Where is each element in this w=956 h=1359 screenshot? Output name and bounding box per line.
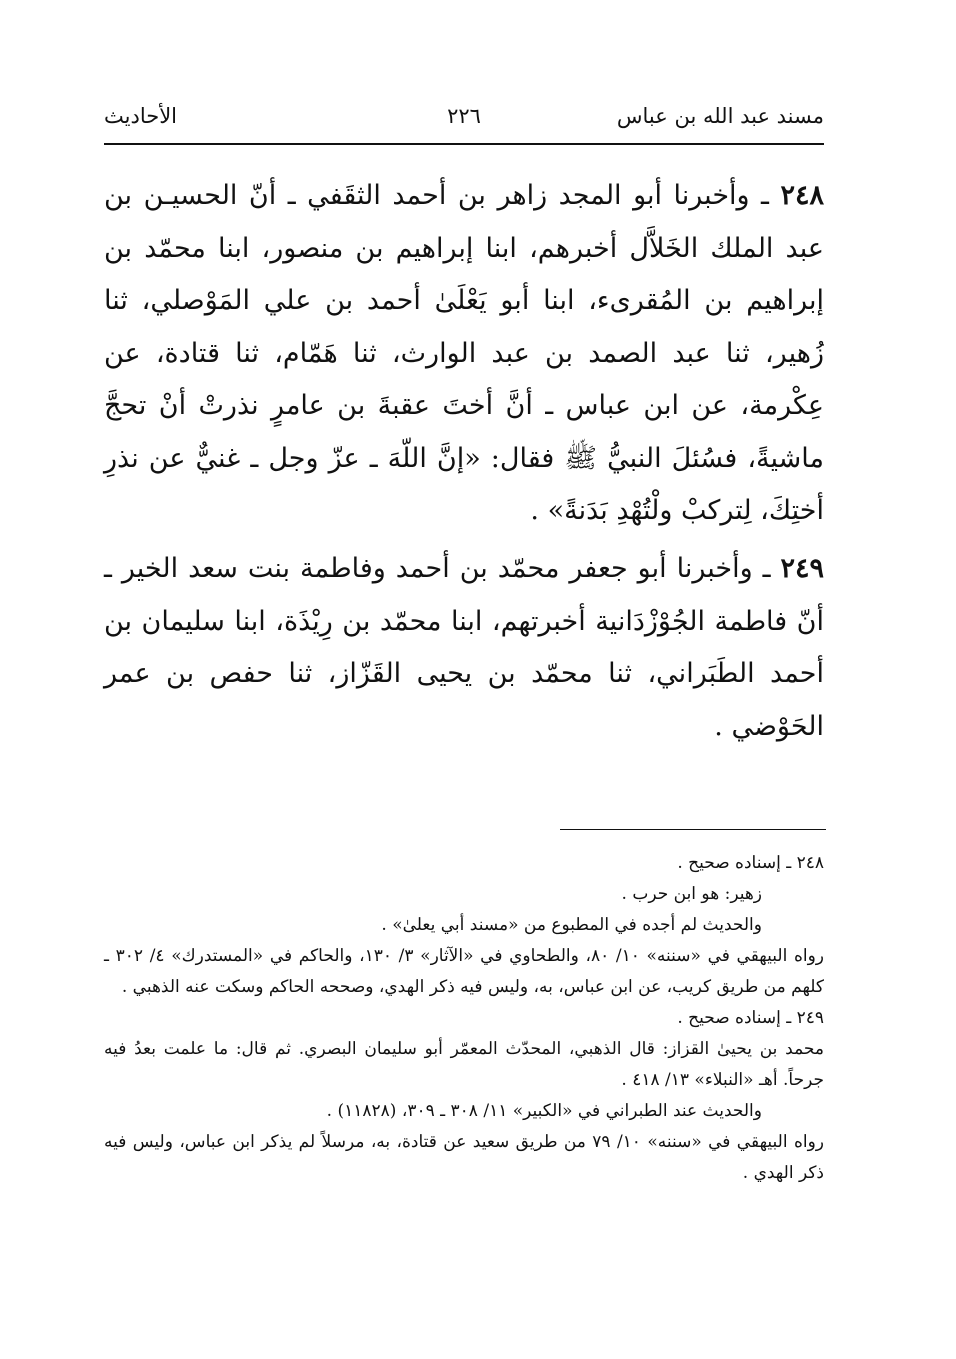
footnote-249-head: ٢٤٩ ـ إسناده صحيح . bbox=[677, 1008, 824, 1028]
footnote-249-line: رواه البيهقي في «سننه» ١٠/ ٧٩ من طريق سعيد عن قتادة، به، مرسلاً لم يذكر ابن عباس، وليس فيه ذكر الهدي . bbox=[104, 1132, 824, 1183]
section-title: الأحاديث bbox=[104, 104, 178, 128]
footnote-248-head: ٢٤٨ ـ إسناده صحيح . bbox=[677, 853, 824, 873]
hadith-text: ـ وأخبرنا أبو المجد زاهر بن أحمد الثقَفي ـ أنّ الحسيـن بن عبد الملك الخَلاَّل أخبرهم، ابنا إبراهيم بن منصور، ابنا محمّد بن إبراهيم بن المُقرىء، ابنا أبو يَعْلَىٰ أحمد بن علي المَوْصلي، ثنا زُهير، ثنا عبد الصمد بن عبد الوارث، ثنا هَمّام، ثنا قتادة، عن عِكْرمة، عن ابن عباس ـ أنَّ أختَ عقبةَ بن عامرٍ نذرتْ أنْ تحجَّ ماشيةً، فسُئلَ النبيُّ ﷺ فقال: «إنَّ اللّهَ ـ عزّ وجل ـ غنيٌّ عن نذرِ أختِكَ، لِتركبْ ولْتُهْدِ بَدَنةً» . bbox=[104, 180, 824, 526]
hadith-248-paragraph bbox=[104, 170, 824, 538]
footnote-248-line: زهير: هو ابن حرب . bbox=[621, 884, 762, 904]
footnote-separator bbox=[560, 829, 826, 830]
hadith-249-paragraph bbox=[104, 543, 824, 753]
book-title: مسند عبد الله بن عباس bbox=[616, 104, 824, 128]
footnote-248-line: رواه البيهقي في «سننه» ١٠/ ٨٠، والطحاوي في «الآثار» ٣/ ١٣٠، والحاكم في «المستدرك» ٤/ ٣٠٢ ـ كلهم من طريق كريب، عن ابن عباس، به، وليس فيه ذكر الهدي، وصححه الحاكم وسكت عنه الذهبي . bbox=[104, 946, 824, 997]
running-header bbox=[104, 104, 824, 134]
hadith-249 bbox=[104, 543, 824, 753]
hadith-text: ـ وأخبرنا أبو جعفر محمّد بن أحمد وفاطمة بنت سعد الخير ـ أنّ فاطمة الجُوْزْدَانية أخبرتهم، ابنا محمّد بن رِيْذَة، ابنا سليمان بن أحمد الطَبَراني، ثنا محمّد بن يحيى القَزّاز، ثنا حفص بن عمر الحَوْضي . bbox=[104, 553, 824, 742]
footnotes bbox=[104, 848, 824, 1189]
footnote-249-line: محمد بن يحيىٰ القزاز: قال الذهبي، المحدّث المعمّر أبو سليمان البصري. ثم قال: ما علمت بعدُ فيه جرحاً. أهـ «النبلاء» ١٣/ ٤١٨ . bbox=[104, 1039, 824, 1090]
footnote-248-line: والحديث لم أجده في المطبوع من «مسند أبي يعلىٰ» . bbox=[381, 915, 762, 935]
footnote-249-line: والحديث عند الطبراني في «الكبير» ١١/ ٣٠٨ ـ ٣٠٩، (١١٨٢٨) . bbox=[326, 1101, 762, 1121]
hadith-248 bbox=[104, 170, 824, 538]
header-rule bbox=[104, 143, 824, 145]
hadith-number: ٢٤٩ bbox=[780, 553, 824, 584]
hadith-number: ٢٤٨ bbox=[780, 180, 824, 211]
page-number: ٢٢٦ bbox=[447, 104, 481, 128]
